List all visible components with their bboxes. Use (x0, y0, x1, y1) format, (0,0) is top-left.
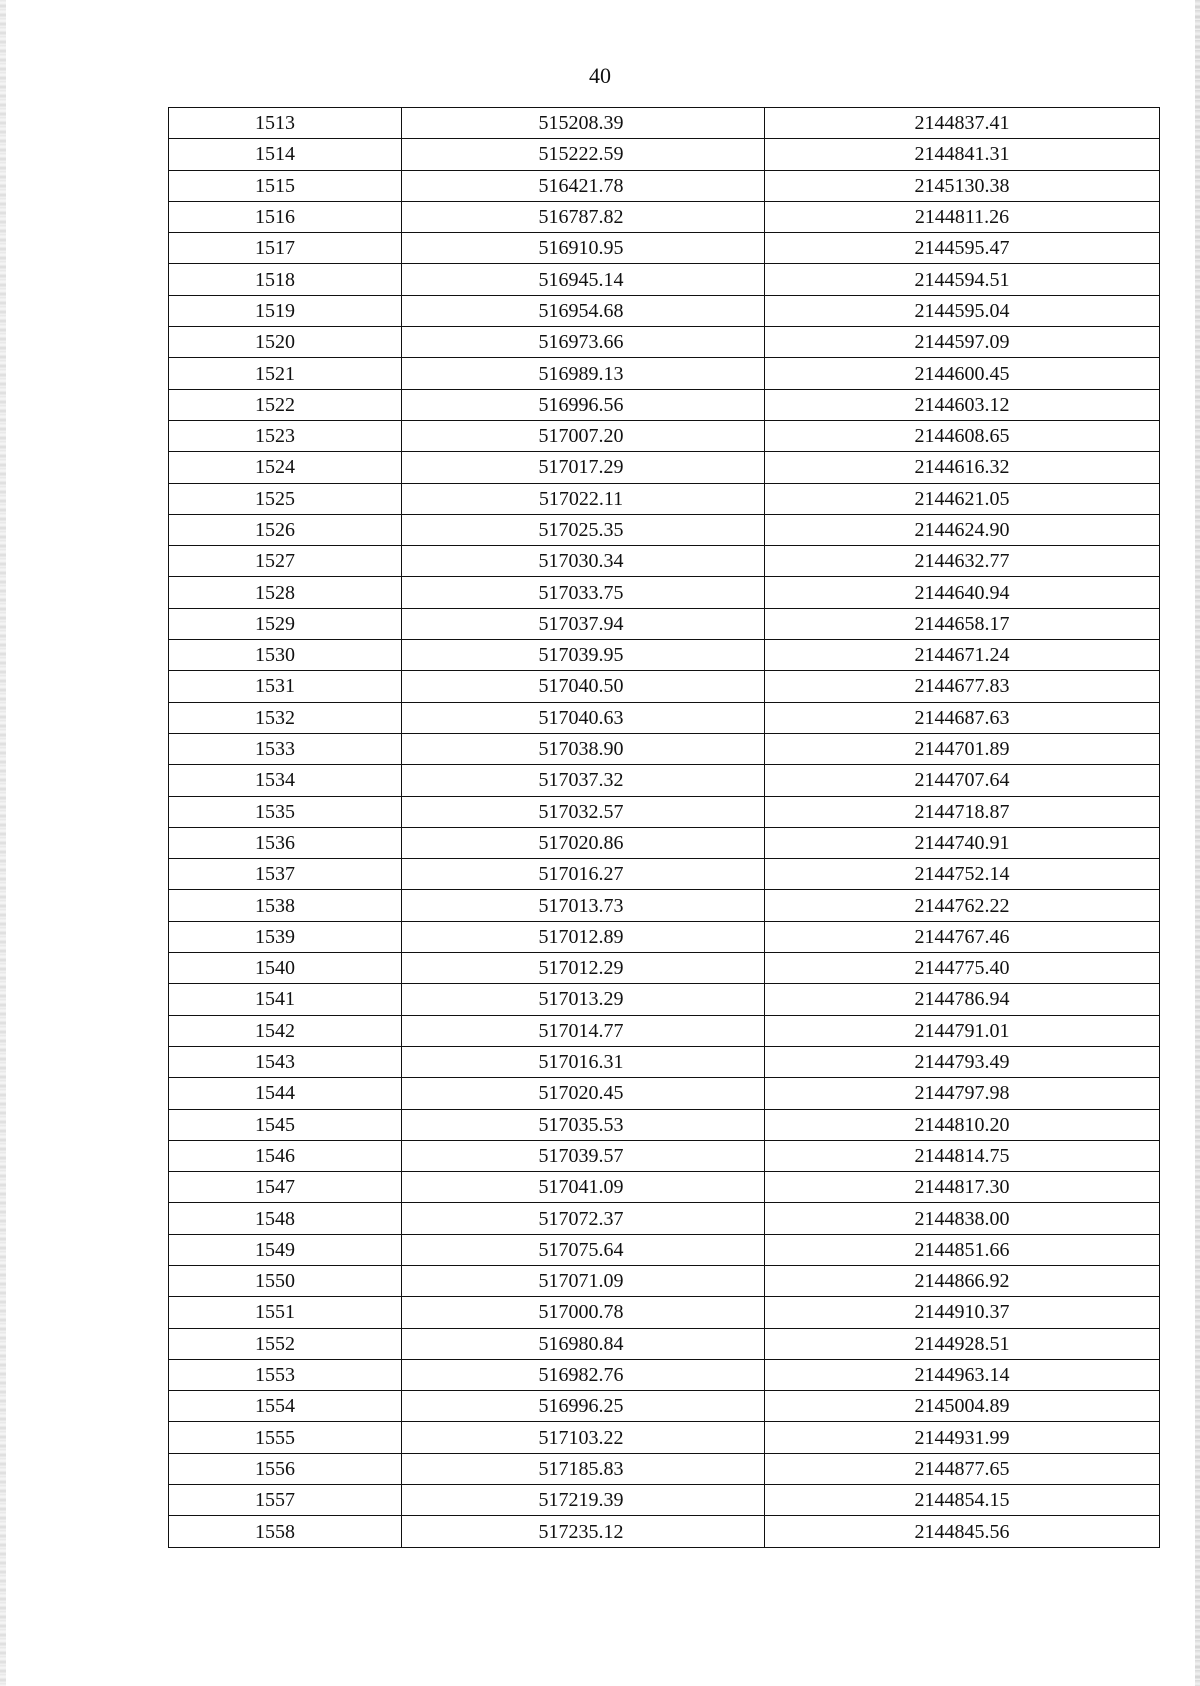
point-number-cell: 1534 (169, 765, 402, 796)
x-coordinate-cell: 515222.59 (402, 139, 765, 170)
point-number-cell: 1527 (169, 546, 402, 577)
table-row (169, 577, 1160, 608)
table-row (169, 1203, 1160, 1234)
point-number-cell: 1520 (169, 327, 402, 358)
table-row (169, 796, 1160, 827)
y-coordinate-cell: 2144963.14 (765, 1359, 1160, 1390)
point-number-cell: 1557 (169, 1485, 402, 1516)
y-coordinate-cell: 2144671.24 (765, 640, 1160, 671)
x-coordinate-cell: 517071.09 (402, 1265, 765, 1296)
y-coordinate-cell: 2144600.45 (765, 358, 1160, 389)
table-row (169, 733, 1160, 764)
y-coordinate-cell: 2144594.51 (765, 264, 1160, 295)
x-coordinate-cell: 516910.95 (402, 233, 765, 264)
y-coordinate-cell: 2144767.46 (765, 921, 1160, 952)
x-coordinate-cell: 517013.73 (402, 890, 765, 921)
table-row (169, 608, 1160, 639)
y-coordinate-cell: 2144928.51 (765, 1328, 1160, 1359)
x-coordinate-cell: 517016.27 (402, 859, 765, 890)
table-row (169, 1297, 1160, 1328)
y-coordinate-cell: 2144658.17 (765, 608, 1160, 639)
table-row (169, 233, 1160, 264)
x-coordinate-cell: 517017.29 (402, 452, 765, 483)
y-coordinate-cell: 2144817.30 (765, 1172, 1160, 1203)
y-coordinate-cell: 2144775.40 (765, 953, 1160, 984)
point-number-cell: 1548 (169, 1203, 402, 1234)
y-coordinate-cell: 2144854.15 (765, 1485, 1160, 1516)
x-coordinate-cell: 517072.37 (402, 1203, 765, 1234)
y-coordinate-cell: 2144718.87 (765, 796, 1160, 827)
x-coordinate-cell: 516996.25 (402, 1391, 765, 1422)
table-row (169, 984, 1160, 1015)
table-row (169, 452, 1160, 483)
point-number-cell: 1530 (169, 640, 402, 671)
table-row (169, 170, 1160, 201)
x-coordinate-cell: 516982.76 (402, 1359, 765, 1390)
y-coordinate-cell: 2144838.00 (765, 1203, 1160, 1234)
point-number-cell: 1550 (169, 1265, 402, 1296)
x-coordinate-cell: 517219.39 (402, 1485, 765, 1516)
x-coordinate-cell: 517013.29 (402, 984, 765, 1015)
table-row (169, 139, 1160, 170)
x-coordinate-cell: 517012.89 (402, 921, 765, 952)
table-row (169, 702, 1160, 733)
y-coordinate-cell: 2144791.01 (765, 1015, 1160, 1046)
point-number-cell: 1523 (169, 420, 402, 451)
y-coordinate-cell: 2144595.04 (765, 295, 1160, 326)
y-coordinate-cell: 2144797.98 (765, 1078, 1160, 1109)
point-number-cell: 1531 (169, 671, 402, 702)
y-coordinate-cell: 2144687.63 (765, 702, 1160, 733)
point-number-cell: 1551 (169, 1297, 402, 1328)
y-coordinate-cell: 2144910.37 (765, 1297, 1160, 1328)
point-number-cell: 1529 (169, 608, 402, 639)
point-number-cell: 1541 (169, 984, 402, 1015)
x-coordinate-cell: 517025.35 (402, 514, 765, 545)
x-coordinate-cell: 517037.32 (402, 765, 765, 796)
coordinate-table-body (169, 108, 1160, 1548)
page-number: 40 (589, 63, 611, 88)
point-number-cell: 1515 (169, 170, 402, 201)
y-coordinate-cell: 2144752.14 (765, 859, 1160, 890)
x-coordinate-cell: 516421.78 (402, 170, 765, 201)
table-row (169, 1078, 1160, 1109)
table-row (169, 1140, 1160, 1171)
point-number-cell: 1549 (169, 1234, 402, 1265)
table-row (169, 295, 1160, 326)
point-number-cell: 1538 (169, 890, 402, 921)
table-row (169, 1453, 1160, 1484)
table-row (169, 1359, 1160, 1390)
table-row (169, 827, 1160, 858)
y-coordinate-cell: 2144877.65 (765, 1453, 1160, 1484)
point-number-cell: 1524 (169, 452, 402, 483)
y-coordinate-cell: 2144841.31 (765, 139, 1160, 170)
x-coordinate-cell: 517020.86 (402, 827, 765, 858)
table-row (169, 1015, 1160, 1046)
x-coordinate-cell: 517016.31 (402, 1046, 765, 1077)
point-number-cell: 1521 (169, 358, 402, 389)
y-coordinate-cell: 2144866.92 (765, 1265, 1160, 1296)
x-coordinate-cell: 517075.64 (402, 1234, 765, 1265)
point-number-cell: 1532 (169, 702, 402, 733)
y-coordinate-cell: 2145130.38 (765, 170, 1160, 201)
y-coordinate-cell: 2144632.77 (765, 546, 1160, 577)
table-row (169, 108, 1160, 139)
point-number-cell: 1519 (169, 295, 402, 326)
table-row (169, 1422, 1160, 1453)
x-coordinate-cell: 517020.45 (402, 1078, 765, 1109)
y-coordinate-cell: 2144793.49 (765, 1046, 1160, 1077)
table-row (169, 953, 1160, 984)
y-coordinate-cell: 2144621.05 (765, 483, 1160, 514)
table-row (169, 671, 1160, 702)
x-coordinate-cell: 517032.57 (402, 796, 765, 827)
x-coordinate-cell: 517014.77 (402, 1015, 765, 1046)
x-coordinate-cell: 516989.13 (402, 358, 765, 389)
table-row (169, 483, 1160, 514)
x-coordinate-cell: 517103.22 (402, 1422, 765, 1453)
point-number-cell: 1542 (169, 1015, 402, 1046)
x-coordinate-cell: 516945.14 (402, 264, 765, 295)
y-coordinate-cell: 2144786.94 (765, 984, 1160, 1015)
page-number-container (0, 62, 1200, 90)
point-number-cell: 1553 (169, 1359, 402, 1390)
x-coordinate-cell: 517037.94 (402, 608, 765, 639)
point-number-cell: 1528 (169, 577, 402, 608)
x-coordinate-cell: 516980.84 (402, 1328, 765, 1359)
x-coordinate-cell: 516787.82 (402, 201, 765, 232)
y-coordinate-cell: 2144707.64 (765, 765, 1160, 796)
y-coordinate-cell: 2144616.32 (765, 452, 1160, 483)
table-row (169, 921, 1160, 952)
point-number-cell: 1517 (169, 233, 402, 264)
y-coordinate-cell: 2144677.83 (765, 671, 1160, 702)
point-number-cell: 1554 (169, 1391, 402, 1422)
x-coordinate-cell: 516954.68 (402, 295, 765, 326)
y-coordinate-cell: 2144701.89 (765, 733, 1160, 764)
table-row (169, 1234, 1160, 1265)
y-coordinate-cell: 2144837.41 (765, 108, 1160, 139)
point-number-cell: 1516 (169, 201, 402, 232)
table-row (169, 1046, 1160, 1077)
y-coordinate-cell: 2144810.20 (765, 1109, 1160, 1140)
x-coordinate-cell: 517033.75 (402, 577, 765, 608)
table-row (169, 389, 1160, 420)
point-number-cell: 1544 (169, 1078, 402, 1109)
y-coordinate-cell: 2144603.12 (765, 389, 1160, 420)
x-coordinate-cell: 517038.90 (402, 733, 765, 764)
x-coordinate-cell: 517041.09 (402, 1172, 765, 1203)
point-number-cell: 1536 (169, 827, 402, 858)
table-row (169, 1516, 1160, 1547)
x-coordinate-cell: 515208.39 (402, 108, 765, 139)
point-number-cell: 1518 (169, 264, 402, 295)
point-number-cell: 1535 (169, 796, 402, 827)
table-row (169, 1485, 1160, 1516)
y-coordinate-cell: 2144762.22 (765, 890, 1160, 921)
x-coordinate-cell: 516996.56 (402, 389, 765, 420)
y-coordinate-cell: 2144624.90 (765, 514, 1160, 545)
x-coordinate-cell: 517000.78 (402, 1297, 765, 1328)
y-coordinate-cell: 2144814.75 (765, 1140, 1160, 1171)
point-number-cell: 1555 (169, 1422, 402, 1453)
point-number-cell: 1522 (169, 389, 402, 420)
y-coordinate-cell: 2144851.66 (765, 1234, 1160, 1265)
x-coordinate-cell: 517235.12 (402, 1516, 765, 1547)
point-number-cell: 1539 (169, 921, 402, 952)
table-row (169, 327, 1160, 358)
x-coordinate-cell: 517039.95 (402, 640, 765, 671)
point-number-cell: 1552 (169, 1328, 402, 1359)
point-number-cell: 1558 (169, 1516, 402, 1547)
x-coordinate-cell: 517012.29 (402, 953, 765, 984)
point-number-cell: 1537 (169, 859, 402, 890)
point-number-cell: 1546 (169, 1140, 402, 1171)
scan-edge-left (0, 0, 6, 1686)
point-number-cell: 1526 (169, 514, 402, 545)
table-row (169, 546, 1160, 577)
point-number-cell: 1525 (169, 483, 402, 514)
point-number-cell: 1514 (169, 139, 402, 170)
table-row (169, 264, 1160, 295)
y-coordinate-cell: 2144931.99 (765, 1422, 1160, 1453)
y-coordinate-cell: 2144640.94 (765, 577, 1160, 608)
table-row (169, 890, 1160, 921)
point-number-cell: 1533 (169, 733, 402, 764)
point-number-cell: 1540 (169, 953, 402, 984)
y-coordinate-cell: 2144608.65 (765, 420, 1160, 451)
table-row (169, 358, 1160, 389)
table-row (169, 640, 1160, 671)
y-coordinate-cell: 2144811.26 (765, 201, 1160, 232)
point-number-cell: 1545 (169, 1109, 402, 1140)
x-coordinate-cell: 516973.66 (402, 327, 765, 358)
x-coordinate-cell: 517039.57 (402, 1140, 765, 1171)
x-coordinate-cell: 517040.63 (402, 702, 765, 733)
table-row (169, 1391, 1160, 1422)
x-coordinate-cell: 517035.53 (402, 1109, 765, 1140)
table-row (169, 1328, 1160, 1359)
table-row (169, 859, 1160, 890)
table-row (169, 514, 1160, 545)
point-number-cell: 1547 (169, 1172, 402, 1203)
y-coordinate-cell: 2145004.89 (765, 1391, 1160, 1422)
table-row (169, 1109, 1160, 1140)
scan-edge-right (1195, 0, 1200, 1686)
point-number-cell: 1543 (169, 1046, 402, 1077)
x-coordinate-cell: 517030.34 (402, 546, 765, 577)
x-coordinate-cell: 517040.50 (402, 671, 765, 702)
point-number-cell: 1513 (169, 108, 402, 139)
table-row (169, 420, 1160, 451)
coordinate-table (168, 107, 1160, 1548)
x-coordinate-cell: 517022.11 (402, 483, 765, 514)
x-coordinate-cell: 517185.83 (402, 1453, 765, 1484)
y-coordinate-cell: 2144597.09 (765, 327, 1160, 358)
y-coordinate-cell: 2144845.56 (765, 1516, 1160, 1547)
table-row (169, 201, 1160, 232)
y-coordinate-cell: 2144595.47 (765, 233, 1160, 264)
table-row (169, 765, 1160, 796)
table-row (169, 1265, 1160, 1296)
x-coordinate-cell: 517007.20 (402, 420, 765, 451)
point-number-cell: 1556 (169, 1453, 402, 1484)
table-row (169, 1172, 1160, 1203)
y-coordinate-cell: 2144740.91 (765, 827, 1160, 858)
